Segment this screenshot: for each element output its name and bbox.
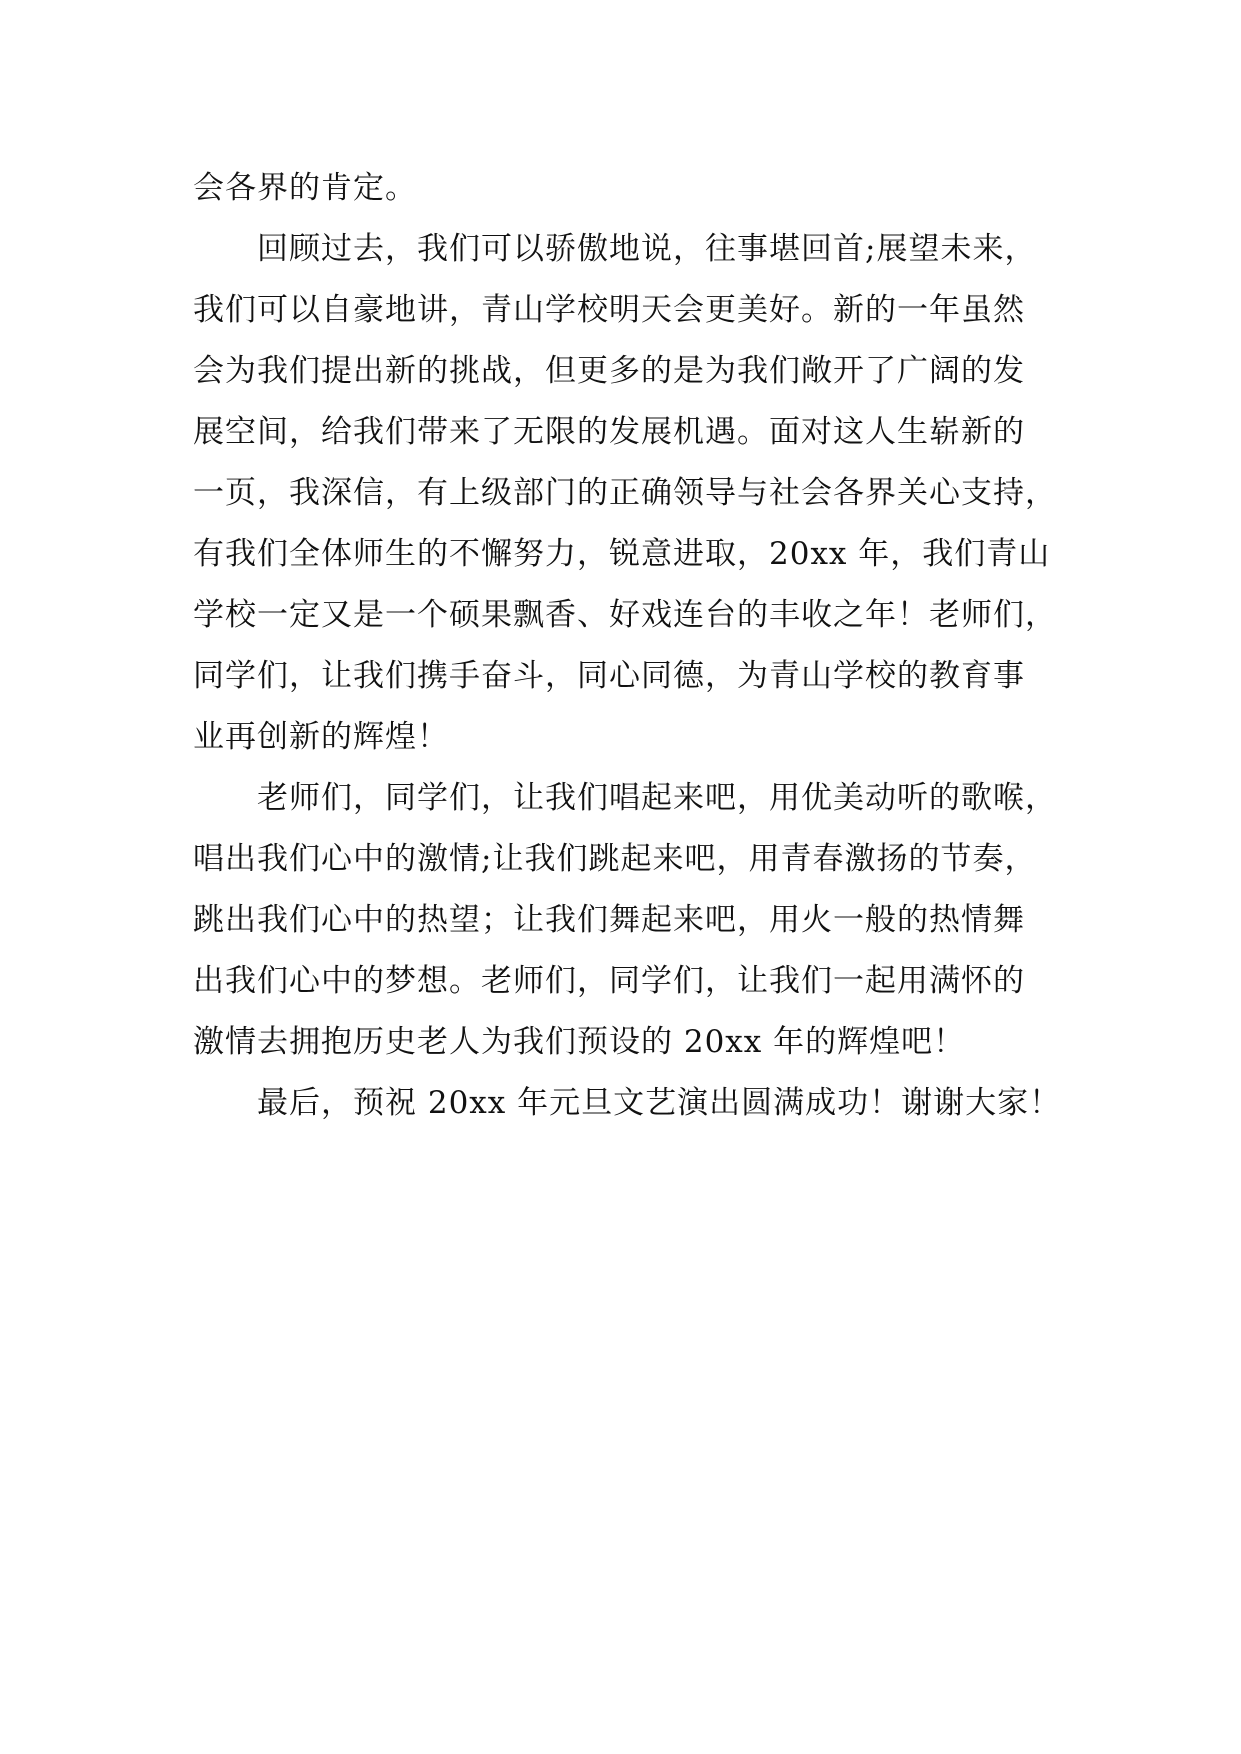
paragraph-start-line: 老师们，同学们，让我们唱起来吧，用优美动听的歌喉， (257, 780, 1057, 816)
text-line: 业再创新的辉煌！ (193, 719, 449, 755)
text-line: 一页，我深信，有上级部门的正确领导与社会各界关心支持， (193, 475, 1057, 511)
text-line: 激情去拥抱历史老人为我们预设的 20xx 年的辉煌吧！ (193, 1024, 966, 1060)
text-line: 学校一定又是一个硕果飘香、好戏连台的丰收之年！老师们， (193, 597, 1057, 633)
text-line: 会为我们提出新的挑战，但更多的是为我们敞开了广阔的发 (193, 353, 1025, 389)
text-line: 同学们，让我们携手奋斗，同心同德，为青山学校的教育事 (193, 658, 1025, 694)
paragraph-start-line: 回顾过去，我们可以骄傲地说，往事堪回首;展望未来， (257, 231, 1037, 267)
paragraph-start-line: 最后，预祝 20xx 年元旦文艺演出圆满成功！谢谢大家！ (257, 1085, 1062, 1121)
text-line: 会各界的肯定。 (193, 170, 417, 206)
document-body (193, 158, 1073, 1134)
text-line: 出我们心中的梦想。老师们，同学们，让我们一起用满怀的 (193, 963, 1025, 999)
text-line: 展空间，给我们带来了无限的发展机遇。面对这人生崭新的 (193, 414, 1025, 450)
text-line: 有我们全体师生的不懈努力，锐意进取，20xx 年，我们青山 (193, 536, 1051, 572)
text-line: 我们可以自豪地讲，青山学校明天会更美好。新的一年虽然 (193, 292, 1025, 328)
text-line: 唱出我们心中的激情;让我们跳起来吧，用青春激扬的节奏， (193, 841, 1037, 877)
text-line: 跳出我们心中的热望；让我们舞起来吧，用火一般的热情舞 (193, 902, 1025, 938)
